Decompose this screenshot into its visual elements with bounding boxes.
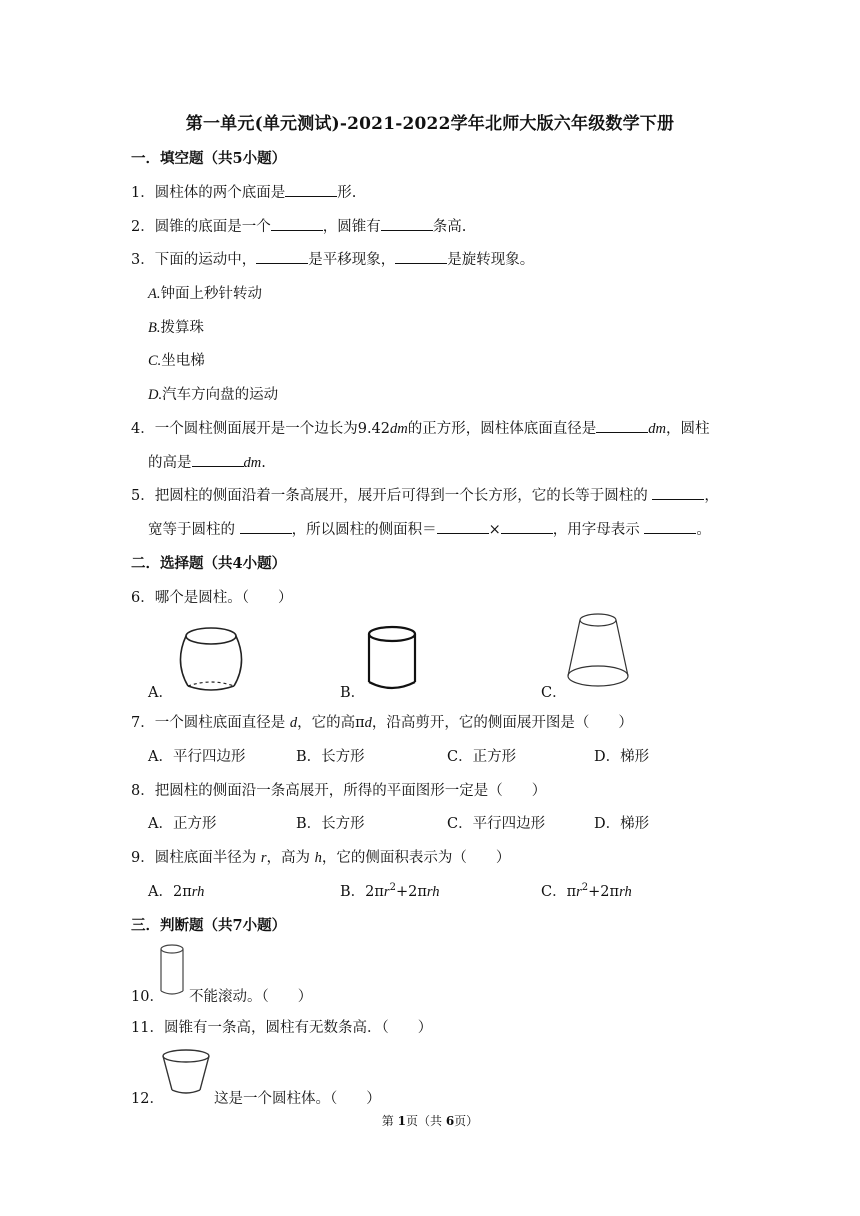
answer-blank bbox=[256, 249, 308, 264]
upright-cylinder-figure bbox=[157, 943, 187, 997]
q6-label-c: C． bbox=[541, 685, 567, 701]
q3-option-c: C.坐电梯 bbox=[148, 353, 205, 369]
q3-option-a: A.钟面上秒针转动 bbox=[148, 286, 262, 302]
answer-blank bbox=[192, 452, 244, 467]
question-7: 7．一个圆柱底面直径是 d，它的高πd，沿高剪开，它的侧面展开图是（ ） bbox=[131, 715, 633, 731]
question-4: 4．一个圆柱侧面展开是一个边长为9.42dm的正方形，圆柱体底面直径是 dm，圆柱 bbox=[131, 417, 710, 438]
q8-option-d: D．梯形 bbox=[594, 816, 650, 832]
answer-blank bbox=[437, 519, 489, 534]
answer-blank bbox=[240, 519, 292, 534]
q7-option-d: D．梯形 bbox=[594, 749, 650, 765]
q9-option-b: B．$2\pi r^2+2\pi rh$ bbox=[340, 882, 440, 900]
section-multiple-choice: 二．选择题（共4小题） bbox=[131, 555, 287, 572]
q8-option-b: B．长方形 bbox=[296, 816, 365, 832]
question-5: 5．把圆柱的侧面沿着一条高展开，展开后可得到一个长方形，它的长等于圆柱的 ， bbox=[131, 484, 719, 505]
question-4-cont: 的高是 dm. bbox=[148, 451, 266, 472]
question-1: 1．圆柱体的两个底面是 形. bbox=[131, 181, 356, 202]
bucket-frustum-figure bbox=[160, 1047, 212, 1097]
question-8: 8．把圆柱的侧面沿一条高展开，所得的平面图形一定是（ ） bbox=[131, 783, 547, 799]
page-title: 第一单元(单元测试)-2021-2022学年北师大版六年级数学下册 bbox=[185, 114, 675, 134]
question-6: 6．哪个是圆柱。（ ） bbox=[131, 590, 293, 606]
cylinder-figure bbox=[364, 624, 420, 692]
q7-option-c: C．正方形 bbox=[447, 749, 517, 765]
answer-blank bbox=[596, 418, 648, 433]
answer-blank bbox=[644, 519, 696, 534]
answer-blank bbox=[395, 249, 447, 264]
answer-blank bbox=[285, 182, 337, 197]
q9-option-c: C．$\pi r^2+2\pi rh$ bbox=[541, 882, 632, 900]
question-5-cont: 宽等于圆柱的 ，所以圆柱的侧面积＝ × ，用字母表示 。 bbox=[148, 518, 711, 539]
q8-option-c: C．平行四边形 bbox=[447, 816, 546, 832]
section-fill-blank: 一．填空题（共5小题） bbox=[131, 150, 287, 167]
frustum-figure bbox=[562, 610, 634, 694]
q6-label-a: A． bbox=[148, 685, 173, 701]
q8-option-a: A．正方形 bbox=[148, 816, 217, 832]
answer-blank bbox=[652, 485, 704, 500]
q9-option-a: A．2πrh bbox=[148, 884, 205, 900]
q7-option-a: A．平行四边形 bbox=[148, 749, 246, 765]
answer-blank bbox=[271, 216, 323, 231]
question-2: 2．圆锥的底面是一个 ，圆锥有 条高. bbox=[131, 215, 466, 236]
answer-blank bbox=[381, 216, 433, 231]
question-10-text: 不能滚动。（ ） bbox=[189, 989, 313, 1005]
question-10-number: 10． bbox=[131, 989, 164, 1005]
question-12-number: 12． bbox=[131, 1091, 164, 1107]
page-footer: 第 1页（共 6页） bbox=[381, 1114, 479, 1128]
q3-option-b: B.拨算珠 bbox=[148, 320, 204, 336]
q6-label-b: B． bbox=[340, 685, 366, 701]
answer-blank bbox=[501, 519, 553, 534]
question-3: 3．下面的运动中， 是平移现象， 是旋转现象。 bbox=[131, 248, 534, 269]
q3-option-d: D.汽车方向盘的运动 bbox=[148, 387, 279, 403]
question-9: 9．圆柱底面半径为 r，高为 h，它的侧面积表示为（ ） bbox=[131, 850, 511, 866]
q7-option-b: B．长方形 bbox=[296, 749, 365, 765]
question-12-text: 这是一个圆柱体。（ ） bbox=[214, 1091, 381, 1107]
barrel-shape-figure bbox=[176, 624, 246, 694]
section-true-false: 三．判断题（共7小题） bbox=[131, 917, 287, 934]
question-11: 11．圆锥有一条高，圆柱有无数条高．（ ） bbox=[131, 1020, 433, 1036]
